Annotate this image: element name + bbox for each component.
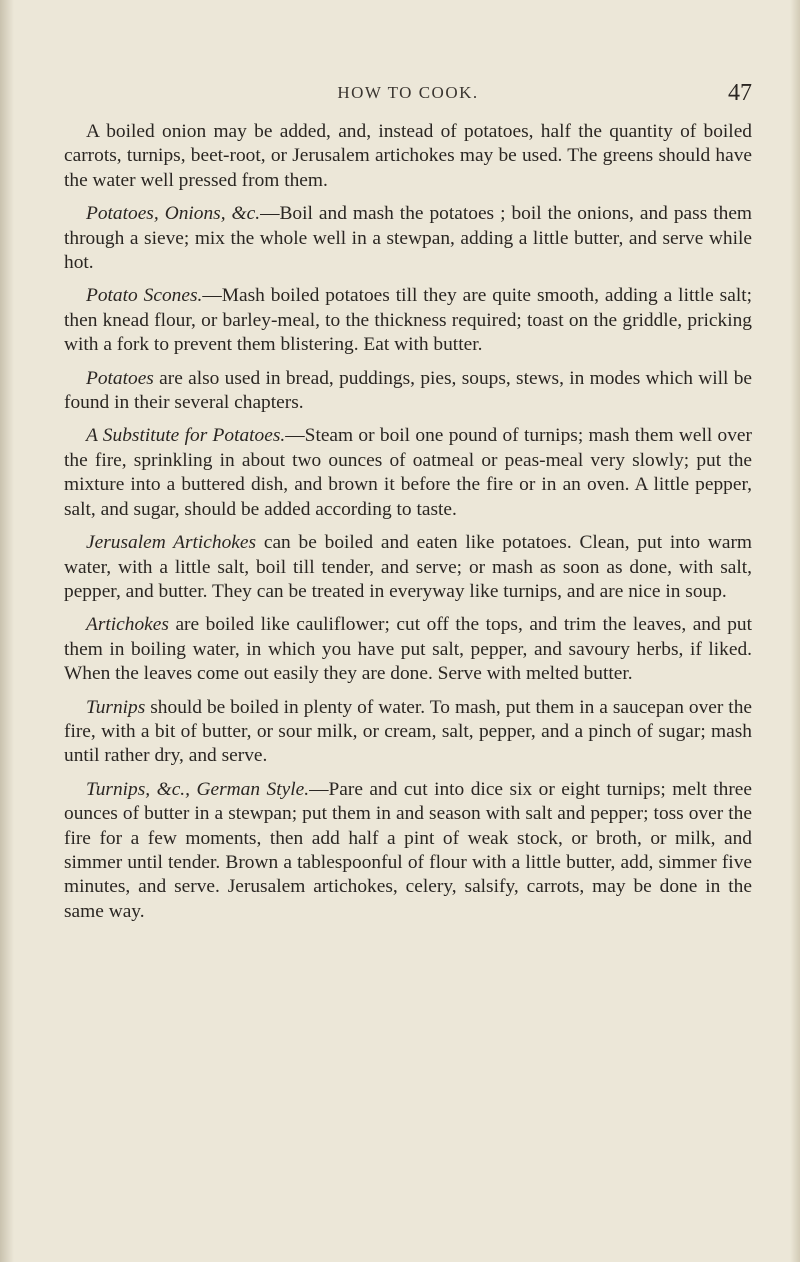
- page-number: 47: [728, 80, 752, 106]
- running-title: HOW TO COOK.: [337, 83, 479, 102]
- paragraph-text: —Mash boiled potatoes till they are quite smooth, adding a little salt; then knead flour, or barley-meal, to the thickness required; toast on the griddle, pricking with a fork to prevent them blistering. Eat with butter.: [64, 285, 752, 356]
- paragraph-title: Potato Scones.: [86, 285, 203, 307]
- paragraph-text: should be boiled in plenty of water. To mash, put them in a saucepan over the fire, with a bit of butter, or sour milk, or cream, salt, pepper, and a pinch of sugar; mash until rather dry, and serve.: [64, 696, 752, 767]
- paragraph-title: Jerusalem Artichokes: [86, 532, 257, 554]
- paragraph-greens-note: [64, 120, 752, 193]
- paragraph-substitute-potatoes: [64, 424, 752, 522]
- paragraph-potatoes-uses: [64, 367, 752, 416]
- paragraph-text: —Boil and mash the potatoes ; boil the onions, and pass them through a sieve; mix the whole well in a stewpan, adding a little butter, and serve while hot.: [64, 203, 753, 274]
- paragraph-potatoes-onions: [64, 202, 752, 275]
- paragraph-title: Turnips, &c., German Style.: [86, 778, 310, 800]
- paragraph-text: A boiled onion may be added, and, instead of potatoes, half the quantity of boiled carrots, turnips, beet-root, or Jerusalem artichokes may be used. The greens should have the water well pressed from them.: [64, 121, 752, 191]
- paragraph-jerusalem-artichokes: [64, 531, 752, 604]
- paragraph-title: A Substitute for Potatoes.: [86, 425, 286, 447]
- paragraph-text: —Pare and cut into dice six or eight turnips; melt three ounces of butter in a stewpan; put them in and season with salt and pepper; toss over the fire for a few moments, then add half a pint of weak stock, or broth, or milk, and simmer until tender. Brown a tablespoonful of flour with a little butter, add, simmer five minutes, and serve. Jerusalem artichokes, celery, salsify, carrots, may be done in the same way.: [64, 778, 752, 922]
- paragraph-title: Potatoes, Onions, &c.: [86, 203, 261, 225]
- paragraph-turnips: [64, 696, 752, 769]
- paragraph-potato-scones: [64, 284, 752, 357]
- paragraph-text: are also used in bread, puddings, pies, soups, stews, in modes which will be found in their several chapters.: [64, 367, 752, 414]
- paragraph-title: Artichokes: [86, 614, 169, 636]
- paragraph-text: are boiled like cauliflower; cut off the tops, and trim the leaves, and put them in boiling water, in which you have put salt, pepper, and savoury herbs, if liked. When the leaves come out easily they are done. Serve with melted butter.: [64, 614, 752, 685]
- paragraph-turnips-german: [64, 778, 752, 924]
- paragraph-text: can be boiled and eaten like potatoes. Clean, put into warm water, with a little salt, boil till tender, and serve; or mash as soon as done, with salt, pepper, and butter. They can be treated in everyway like turnips, and are nice in soup.: [64, 532, 752, 602]
- paragraph-title: Potatoes: [86, 367, 154, 389]
- paragraph-text: —Steam or boil one pound of turnips; mash them well over the fire, sprinkling in about two ounces of oatmeal or peas-meal very slowly; put the mixture into a buttered dish, and brown it before the fire or in an oven. A little pepper, salt, and sugar, should be added according to taste.: [64, 425, 752, 520]
- paragraph-artichokes: [64, 613, 752, 686]
- page-header: [64, 80, 752, 113]
- paragraph-title: Turnips: [86, 696, 146, 718]
- body-text: [64, 120, 752, 933]
